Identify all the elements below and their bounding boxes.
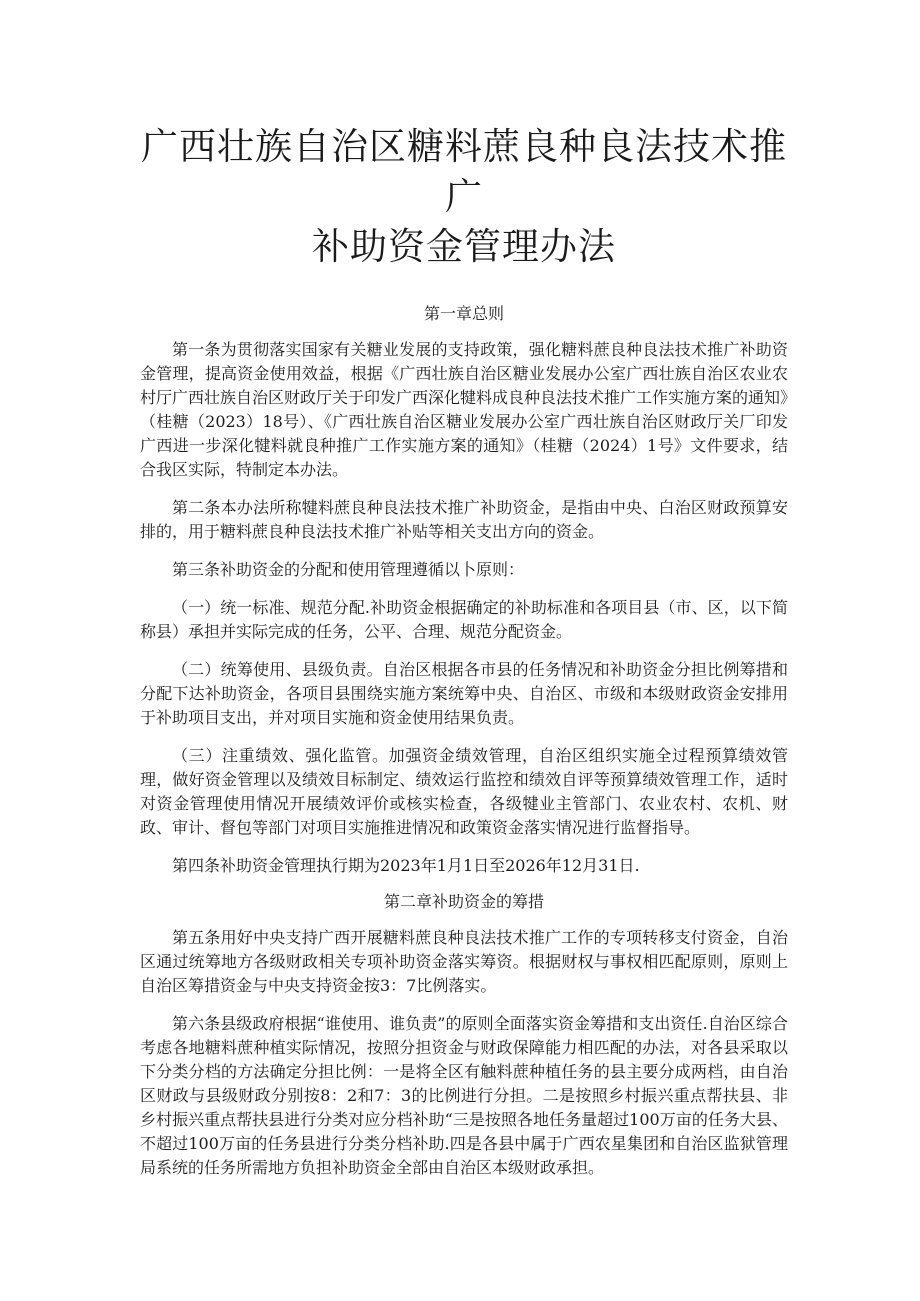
title-line-2: 补助资金管理办法	[312, 225, 616, 268]
title-line-1: 广西壮族自治区糖料蔗良种良法技术推广	[141, 125, 787, 218]
chapter-heading-2: 第二章补助资金的筹措	[383, 892, 544, 911]
document-title	[140, 122, 788, 272]
article-3: 第三条补助资金的分配和使用管理遵循以卜原则：	[172, 560, 525, 579]
chapter-heading-1: 第一章总则	[423, 304, 504, 323]
article-2: 第二条本办法所称犍料蔗良种良法技术推广补助资金，是指由中央、白治区财政预算安排的，用于糖料蔗良种良法技术推广补贴等相关支出方向的资金。	[140, 498, 788, 541]
article-1: 第一条为贯彻落实国家有关糖业发展的支持政策，强化糖料蔗良种良法技术推广补助资金管理，提高资金使用效益，根据《广西壮族自治区糖业发展办公室广西壮族自治区农业农村厅广西壮族自治区财政厅关于印发广西深化犍料成良种良法技术推广工作实施方案的通知》（桂糖（2023）18号）、《广西壮族自治区糖业发展办公室广西壮族自治区财政厅关厂印发广西进一步深化犍料就良种推广工作实施方案的通知》（桂糖（2024）1号》文件要求，结合我区实际，特制定本办法。	[140, 340, 789, 479]
principle-2: （二）统筹使用、县级负责。自治区根据各市县的任务情况和补助资金分担比例筹措和分配下达补助资金，各项目县围绕实施方案统筹中央、自治区、市级和本级财政资金安排用于补助项目支出，并对项目实施和资金使用结果负责。	[140, 660, 788, 727]
article-4: 第四条补助资金管理执行期为2023年1月1日至2026年12月31日.	[172, 856, 640, 875]
article-6: 第六条县级政府根据“谁使用、谁负责”的原则全面落实资金筹措和支出资任.自治区综合考虑各地糖料蔗种植实际情况，按照分担资金与财政保障能力相匹配的办法，对各县采取以下分类分档的方法确定分担比例：一是将全区有触料蔗种植任务的县主要分成两档，由自治区财政与县级财政分别按8：2和7：3的比例进行分担。二是按照乡村振兴重点帮扶县、非乡村振兴重点帮扶县进行分类对应分档补助“三是按照各地任务量超过100万亩的任务大县、不超过100万亩的任务县进行分类分档补助.四是各县中属于广西农星集团和自治区监狱管理局系统的任务所需地方负担补助资金全部由自治区本级财政承担。	[140, 1014, 788, 1177]
principle-1: （一）统一标准、规范分配.补助资金根据确定的补助标准和各项目县（市、区，以下简称县）承担并实际完成的任务，公平、合理、规范分配资金。	[140, 598, 788, 641]
principle-3: （三）注重绩效、强化监管。加强资金绩效管理，自治区组织实施全过程预算绩效管理，做好资金管理以及绩效目标制定、绩效运行监控和绩效自评等预算绩效管理工作，适时对资金管理使用情况开展绩效评价或核实检查，各级犍业主管部门、农业农村、农机、财政、审计、督包等部门对项目实施推进情况和政策资金落实情况进行监督指导。	[140, 746, 788, 837]
article-5: 第五条用好中央支持广西开展糖料蔗良种良法技术推广工作的专项转移支付资金，自治区通过统筹地方各级财政相关专项补助资金落实筹资。根据财权与事权相匹配原则，原则上自治区筹措资金与中央支持资金按3：7比例落实。	[140, 928, 788, 995]
